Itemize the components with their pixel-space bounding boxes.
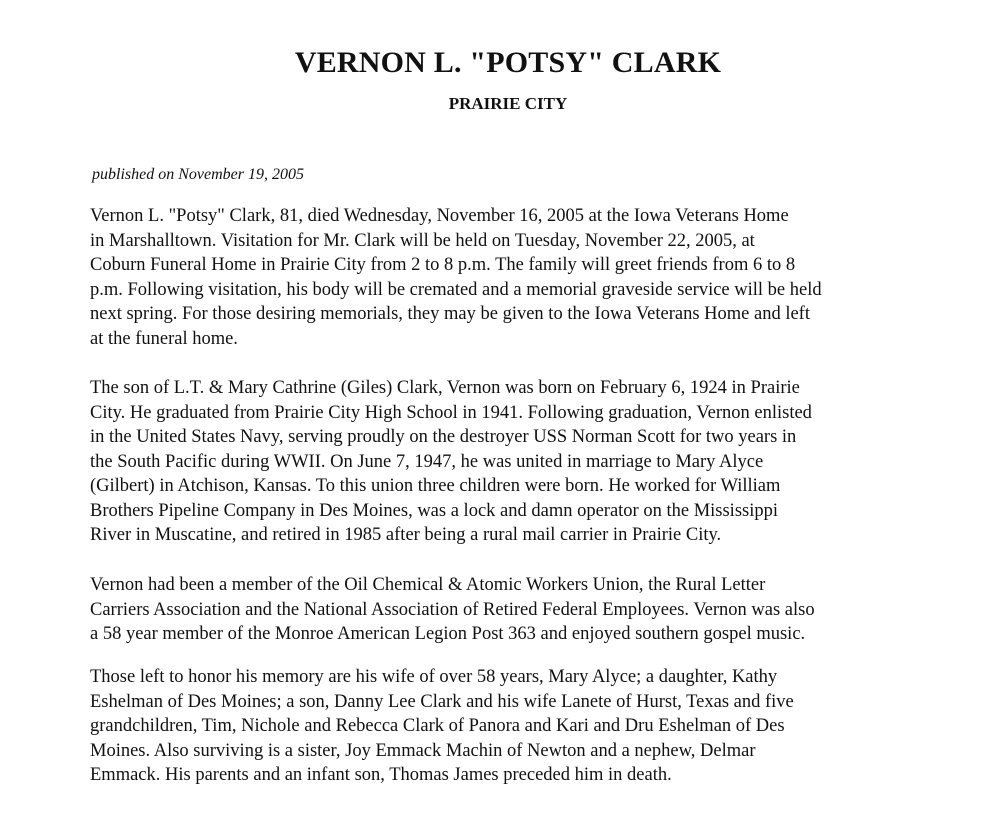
text-line: a 58 year member of the Monroe American Legion Post 363 and enjoyed southern gospel music. bbox=[90, 624, 806, 644]
text-line: in Marshalltown. Visitation for Mr. Clark will be held on Tuesday, November 22, 2005, at bbox=[90, 230, 755, 251]
text-line: Vernon L. "Potsy" Clark, 81, died Wednesday, November 16, 2005 at the Iowa Veterans Home bbox=[90, 206, 789, 226]
obituary-title: VERNON L. "POTSY" CLARK bbox=[294, 46, 722, 79]
text-line: Brothers Pipeline Company in Des Moines, was a lock and damn operator on the Mississippi bbox=[90, 500, 779, 521]
text-line: the South Pacific during WWII. On June 7, 1947, he was united in marriage to Mary Alyce bbox=[90, 451, 764, 472]
text-line: Emmack. His parents and an infant son, Thomas James preceded him in death. bbox=[90, 765, 672, 785]
obituary-location: PRAIRIE CITY bbox=[448, 94, 568, 113]
publication-date: published on November 19, 2005 bbox=[92, 166, 304, 183]
text-line: Moines. Also surviving is a sister, Joy Emmack Machin of Newton and a nephew, Delmar bbox=[90, 740, 756, 761]
text-line: next spring. For those desiring memorials, they may be given to the Iowa Veterans Home and left bbox=[90, 304, 810, 324]
text-line: City. He graduated from Prairie City High School in 1941. Following graduation, Vernon enlisted bbox=[90, 402, 812, 423]
paragraph-biography bbox=[90, 376, 940, 548]
text-line: in the United States Navy, serving proudly on the destroyer USS Norman Scott for two years in bbox=[90, 427, 797, 447]
text-line: grandchildren, Tim, Nichole and Rebecca Clark of Panora and Kari and Dru Eshelman of Des bbox=[90, 716, 785, 736]
text-line: The son of L.T. & Mary Cathrine (Giles) Clark, Vernon was born on February 6, 1924 in Prairie bbox=[90, 378, 800, 398]
text-line: Those left to honor his memory are his wife of over 58 years, Mary Alyce; a daughter, Kathy bbox=[90, 667, 778, 687]
text-line: Coburn Funeral Home in Prairie City from 2 to 8 p.m. The family will greet friends from 6 to 8 bbox=[90, 255, 796, 275]
text-line: p.m. Following visitation, his body will be cremated and a memorial graveside service will be held bbox=[90, 279, 822, 300]
text-line: at the funeral home. bbox=[90, 328, 238, 349]
paragraph-death-notice bbox=[90, 204, 940, 351]
text-line: River in Muscatine, and retired in 1985 after being a rural mail carrier in Prairie City. bbox=[90, 525, 722, 545]
paragraph-survivors bbox=[90, 665, 940, 788]
text-line: Eshelman of Des Moines; a son, Danny Lee Clark and his wife Lanete of Hurst, Texas and five bbox=[90, 691, 794, 712]
text-line: Vernon had been a member of the Oil Chemical & Atomic Workers Union, the Rural Letter bbox=[90, 575, 766, 595]
paragraph-memberships bbox=[90, 573, 940, 647]
text-line: (Gilbert) in Atchison, Kansas. To this union three children were born. He worked for William bbox=[90, 476, 781, 496]
text-line: Carriers Association and the National Association of Retired Federal Employees. Vernon was also bbox=[90, 599, 815, 620]
